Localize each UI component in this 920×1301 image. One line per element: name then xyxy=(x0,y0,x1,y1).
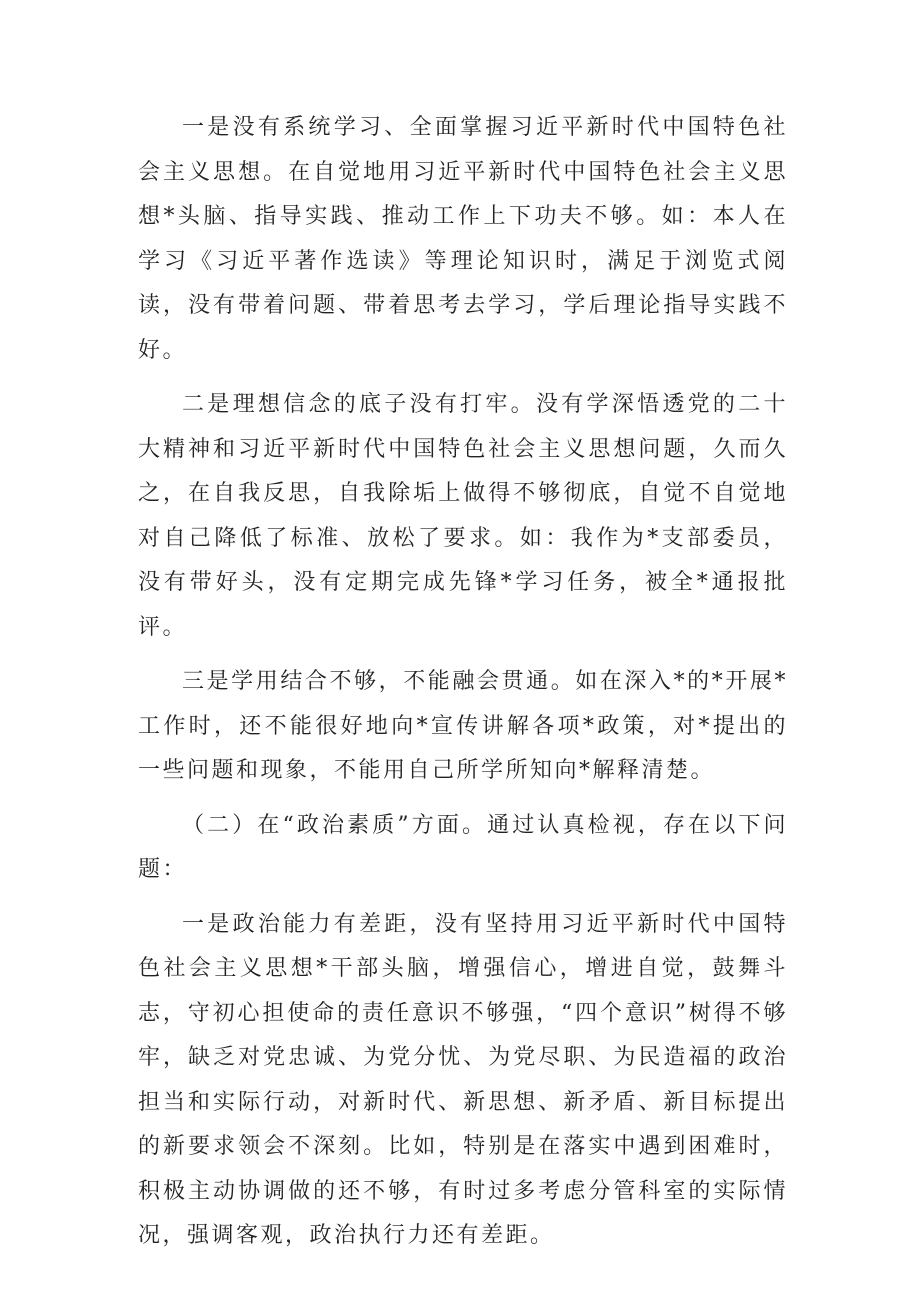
paragraph-political-ability: 一是政治能力有差距，没有坚持用习近平新时代中国特色社会主义思想*干部头脑，增强信心，增进自觉，鼓舞斗志，守初心担使命的责任意识不够强，“四个意识”树得不够牢，缺乏对党忠诚、为党分忧、为党尽职、为民造福的政治担当和实际行动，对新时代、新思想、新矛盾、新目标提出的新要求领会不深刻。比如，特别是在落实中遇到困难时，积极主动协调做的还不够，有时过多考虑分管科室的实际情况，强调客观，政治执行力还有差距。 xyxy=(138,911,788,1248)
document-page xyxy=(138,106,788,1269)
section-heading-political-quality: （二）在“政治素质”方面。通过认真检视，存在以下问题： xyxy=(138,812,788,882)
paragraph-study-theory: 一是没有系统学习、全面掌握习近平新时代中国特色社会主义思想。在自觉地用习近平新时代中国特色社会主义思想*头脑、指导实践、推动工作上下功夫不够。如：本人在学习《习近平著作选读》等理论知识时，满足于浏览式阅读，没有带着问题、带着思考去学习，学后理论指导实践不好。 xyxy=(138,115,788,363)
paragraph-ideals-belief: 二是理想信念的底子没有打牢。没有学深悟透党的二十大精神和习近平新时代中国特色社会主义思想问题，久而久之，在自我反思，自我除垢上做得不够彻底，自觉不自觉地对自己降低了标准、放松了要求。如：我作为*支部委员，没有带好头，没有定期完成先锋*学习任务，被全*通报批评。 xyxy=(138,392,788,640)
paragraph-study-application: 三是学用结合不够，不能融会贯通。如在深入*的*开展*工作时，还不能很好地向*宣传讲解各项*政策，对*提出的一些问题和现象，不能用自己所学所知向*解释清楚。 xyxy=(138,669,788,783)
